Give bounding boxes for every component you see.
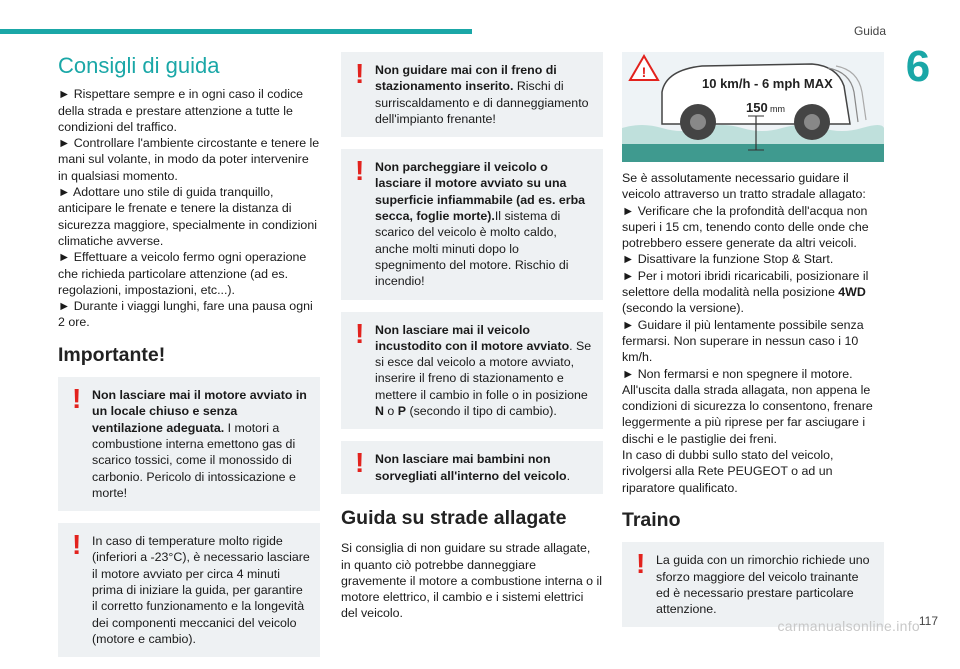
warning-bold: Non guidare mai con il freno di stazionamento inserito. xyxy=(375,63,557,94)
warning-box xyxy=(622,542,884,627)
flooded-road-illustration xyxy=(622,52,884,162)
section-name: Guida xyxy=(853,24,886,38)
warning-text: La guida con un rimorchio richiede uno sforzo maggiore del veicolo trainante ed è necessario prestare particolare attenzione. xyxy=(656,553,870,617)
flood-intro: Se è assolutamente necessario guidare il veicolo attraverso un tratto stradale allagato: xyxy=(622,171,866,202)
warning-box xyxy=(58,523,320,657)
bullet: ► Durante i viaggi lunghi, fare una pausa ogni 2 ore. xyxy=(58,299,313,330)
after-flood-text: All'uscita dalla strada allagata, non appena le condizioni di sicurezza lo consentono, frenare leggermente a più riprese per far asciugare i dischi e le pastiglie dei freni. xyxy=(622,382,873,446)
warning-bold: Non lasciare mai il veicolo incustodito con il motore avviato xyxy=(375,322,570,353)
warning-box xyxy=(341,149,603,299)
exclamation-icon: ! xyxy=(355,58,365,89)
illus-depth-value: 150 xyxy=(746,100,768,115)
warning-box xyxy=(341,52,603,137)
bullet: ► Non fermarsi e non spegnere il motore. xyxy=(622,366,853,381)
bullet: ► Controllare l'ambiente circostante e tenere le mani sul volante, in modo da poter intervenire in qualsiasi momento. xyxy=(58,136,320,183)
bullet xyxy=(622,268,884,317)
warning-text: In caso di temperature molto rigide (inferiori a -23°C), è necessario lasciare il motore avviato per circa 4 minuti prima di iniziare la guida, per garantire il corretto funzionamento e la longevità dei componenti meccanici del veicolo (motore e cambio). xyxy=(92,534,310,646)
bullet-text: (secondo la versione). xyxy=(622,301,744,316)
warning-bold: Non lasciare mai il motore avviato in un locale chiuso e senza ventilazione adeguata. xyxy=(92,388,307,435)
page-title: Consigli di guida xyxy=(58,53,220,78)
warning-text: o xyxy=(383,404,398,419)
flood-heading: Guida su strade allagate xyxy=(341,506,567,529)
bullet: ► Effettuare a veicolo fermo ogni operazione che richieda particolare attenzione (ad es. regolazioni, impostazioni, etc...). xyxy=(58,250,307,297)
bullet: ► Verificare che la profondità dell'acqua non superi i 15 cm, tenendo conto delle onde che potrebbero essere generate da altri veicoli. xyxy=(622,203,869,251)
exclamation-icon: ! xyxy=(72,383,82,415)
header-accent-bar xyxy=(0,29,472,34)
bullet: ► Disattivare la funzione Stop & Start. xyxy=(622,252,834,267)
gear-p: P xyxy=(397,404,406,419)
warning-text: I motori a combustione interna emettono gas di scarico tossici, come il monossido di carbonio. Pericolo di intossicazione e morte! xyxy=(92,420,296,500)
svg-text:!: ! xyxy=(641,64,647,80)
warning-bold: Non parcheggiare il veicolo o lasciare il motore avviato su una superficie infiammabile (ad es. erba secca, foglie morte). xyxy=(375,160,586,224)
exclamation-icon: ! xyxy=(355,317,365,349)
warning-text: Rischi di surriscaldamento e di danneggiamento dell'impianto frenante! xyxy=(375,79,589,126)
after-flood-text: In caso di dubbi sullo stato del veicolo, rivolgersi alla Rete PEUGEOT o ad un riparatore qualificato. xyxy=(622,448,834,495)
bullet-text: ► Per i motori ibridi ricaricabili, posizionare il selettore della modalità nella posizione xyxy=(622,268,869,300)
watermark: carmanualsonline.info xyxy=(777,618,920,634)
column-3 xyxy=(622,52,884,639)
mode-4wd: 4WD xyxy=(838,285,866,300)
warning-bold: Non lasciare mai bambini non sorvegliati all'interno del veicolo xyxy=(375,452,567,483)
warning-text: Il sistema di scarico del veicolo è molto caldo, anche molti minuti dopo lo spegnimento del motore. Rischio di incendio! xyxy=(375,209,569,289)
illus-speed-label: 10 km/h - 6 mph MAX xyxy=(702,76,833,91)
bullet: ► Rispettare sempre e in ogni caso il codice della strada e prestare attenzione a tutte le condizioni del traffico. xyxy=(58,87,304,134)
flood-text: Si consiglia di non guidare su strade allagate, in quanto ciò potrebbe danneggiare gravemente il motore a combustione interna o il motore elettrico, il cambio e i sistemi elettrici del veicolo. xyxy=(341,541,603,621)
exclamation-icon: ! xyxy=(355,447,365,479)
warning-text: (secondo il tipo di cambio). xyxy=(406,404,557,419)
gear-n: N xyxy=(375,404,384,419)
exclamation-icon: ! xyxy=(72,529,82,561)
exclamation-icon: ! xyxy=(355,155,365,187)
warning-box xyxy=(341,312,603,430)
bullet: ► Adottare uno stile di guida tranquillo, anticipare le frenate e tenere la distanza di sicurezza maggiore, specialmente in condizioni climatiche avverse. xyxy=(58,185,317,248)
page-number: 117 xyxy=(918,614,938,628)
chapter-number: 6 xyxy=(905,42,931,91)
towing-heading: Traino xyxy=(622,508,681,531)
warning-text: . xyxy=(566,468,571,483)
warning-box xyxy=(58,377,320,511)
warning-box xyxy=(341,441,603,494)
bullet: ► Guidare il più lentamente possibile senza fermarsi. Non superare in nessun caso i 10 km/h. xyxy=(622,317,864,365)
column-1 xyxy=(58,52,320,669)
important-heading: Importante! xyxy=(58,343,166,366)
warning-text: . Se si esce dal veicolo a motore avviato, inserire il freno di stazionamento e mettere il cambio in folle o in posizione xyxy=(375,338,592,402)
illus-depth-unit: mm xyxy=(770,104,785,114)
exclamation-icon: ! xyxy=(636,548,646,580)
column-2 xyxy=(341,52,603,622)
